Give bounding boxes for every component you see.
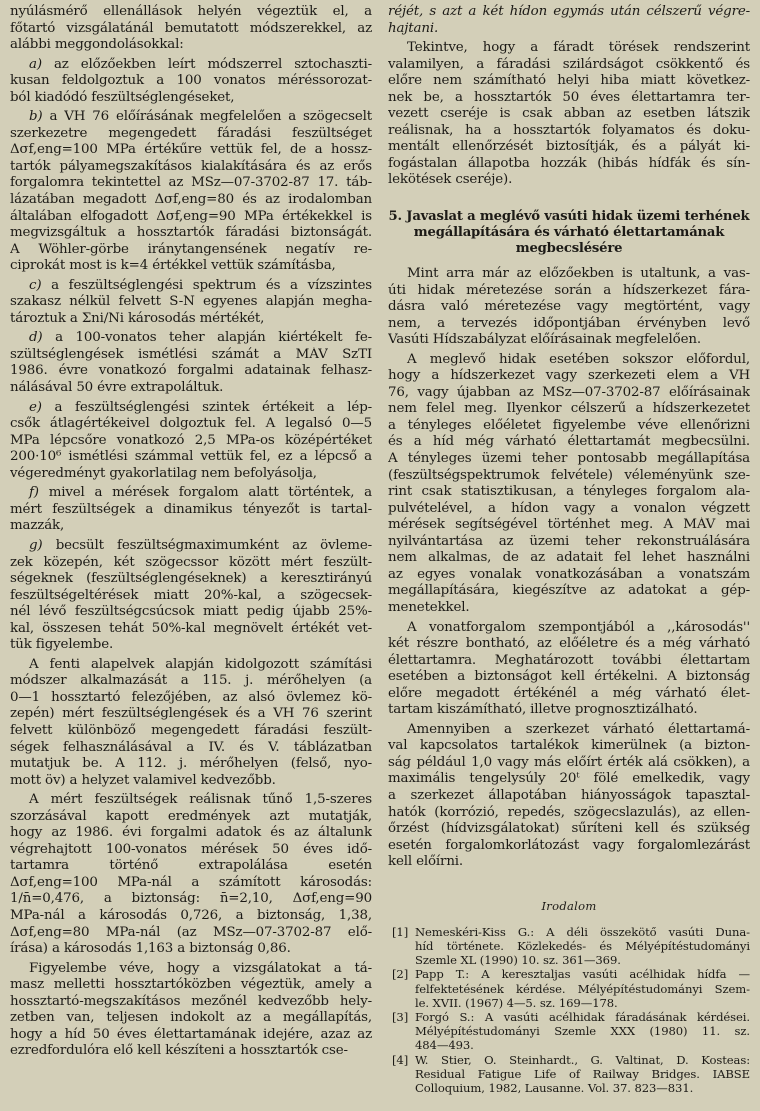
list-marker: e) [29, 399, 42, 415]
reference-first-line [392, 1010, 750, 1024]
text-line: MPa lépcsőre vonatkozó 2,5 MPa-os középértéket [10, 432, 372, 448]
list-marker: c) [29, 277, 42, 293]
text-line: c) a feszültséglengési spektrum és a vízszintes [29, 277, 372, 293]
text-line: nek be, a hossztartók 50 éves élettartamra ter- [388, 89, 750, 105]
reference-item [392, 1010, 750, 1053]
text-line: (feszültségspektrumok felvétele) véleményünk sze- [388, 467, 750, 483]
reference-text: W. Stier, O. Steinhardt., G. Valtinat, D. Kosteas: [415, 1052, 750, 1067]
text-line: mért feszültségek a dinamikus tényezőt is tartal- [10, 501, 372, 517]
text-line: A vonatforgalom szempontjából a ,,károsodás'' [407, 619, 750, 635]
text-line: megvizsgáltuk a hossztartók fáradási biztonságát. [10, 225, 372, 241]
text-line: reálisnak, ha a hossztartók folyamatos és doku- [388, 122, 750, 138]
text-line: előre nem számítható helyi hiba miatt következ- [388, 73, 750, 89]
text-line: élettartamra. Meghatározott további élettartam [388, 652, 750, 668]
paragraph [10, 400, 372, 483]
text-line: 200·10⁶ ismétlési számmal vettük fel, ez a lépcső a [10, 449, 372, 465]
text-line: réjét, s azt a két hídon egymás után célszerű végre- [388, 4, 750, 19]
text-line: megállapítására, kiegészítve az adatokat a gép- [388, 583, 750, 599]
section-heading-line: megbecslésére [515, 241, 623, 257]
text-line: hogy a hídszerkezet vagy szerkezeti elem a VH [388, 368, 750, 384]
text-line: tartam kiszámítható, illetve prognosztizálható. [388, 702, 698, 718]
paragraph [388, 722, 750, 871]
text-line: lázatában megadott Δσf,eng=80 és az irodalomban [10, 192, 372, 208]
text-line: szorzásával kapott eredmények azt mutatják, [10, 808, 372, 824]
text-line: a tényleges előéletet figyelembe véve ellenőrizni [388, 417, 750, 433]
text-line: mott öv) a helyzet valamivel kedvezőbb. [10, 772, 276, 788]
text-line: feszültségeltérések miatt 20%-kal, a szögecsek- [10, 587, 372, 603]
text-line: hogy az 1986. évi forgalmi adatok és az általunk [10, 825, 372, 841]
text-line: vezett cseréje is csak abban az esetben látszik [388, 106, 750, 122]
list-marker: f) [29, 485, 39, 501]
text-line: csők átlagértékeivel dolgoztuk fel. A legalsó 0—5 [10, 416, 372, 432]
text-line: zek közepén, két szögecssor között mért feszült- [10, 554, 372, 570]
text-line: maximális tengelysúly 20ᵗ fölé emelkedik, vagy [388, 771, 750, 787]
text-line: nyilvántartása az üzemi teher rekonstruálására [388, 533, 750, 549]
text-line: felvett különböző megengedett fáradási feszült- [10, 722, 372, 738]
text-line: főtartó vizsgálatánál bemutatott módszerekkel, az [10, 20, 372, 36]
text-line: ségeknek (feszültséglengéseknek) a keresztirányú [10, 571, 372, 587]
right-column [388, 4, 750, 1095]
text-line: ság például 1,0 vagy más előírt érték alá csökken), a [388, 754, 750, 770]
text-line: 1/n̄=0,476, a biztonság: n̄=2,10, Δσf,eng=90 [10, 891, 372, 907]
paragraph [388, 352, 750, 617]
text-line: Amennyiben a szerkezet várható élettartamá- [407, 721, 750, 737]
text-line: kal, összesen tehát 50%-kal megnövelt értékét vet- [10, 620, 372, 636]
left-column [10, 4, 372, 1063]
text-line: nél lévő feszültségcsúcsok miatt pedig újabb 25%- [10, 604, 372, 620]
reference-first-line [392, 967, 750, 981]
text-line: A tényleges üzemi teher pontosabb megállapítása [388, 451, 750, 467]
list-marker: g) [29, 537, 43, 553]
text-line: és a híd még várható élettartamát megbecsülni. [388, 434, 750, 450]
paragraph [10, 330, 372, 396]
text-line: e) a feszültséglengési szintek értékeit a lép- [29, 399, 372, 415]
paragraph [10, 109, 372, 274]
text-line: A fenti alapelvek alapján kidolgozott számítási [29, 656, 372, 672]
text-line: nem felel meg. Ilyenkor célszerű a hídszerkezetet [388, 401, 750, 417]
text-line: hajtani. [388, 20, 439, 36]
reference-text: Papp T.: A keresztaljas vasúti acélhidak hídfa — [415, 967, 750, 982]
text-line: kusan feldolgoztuk a 100 vonatos méréssorozat- [10, 73, 372, 89]
paragraph [388, 620, 750, 719]
text-line: esetén forgalomkorlátozást vagy forgalomlezárást [388, 837, 750, 853]
reference-number: [3] [392, 1009, 409, 1024]
text-line: az egyes vonalak vonatkozásában a vonatszám [388, 566, 750, 582]
reference-line: híd története. Közlekedés- és Mélyépítéstudományi [415, 938, 750, 953]
text-line: módszer alkalmazását a 115. j. mérőhelyen (a [10, 673, 372, 689]
text-line: A meglevő hidak esetében sokszor előfordul, [407, 351, 750, 367]
text-line: A mért feszültségek reálisnak tűnő 1,5-szeres [29, 792, 372, 808]
list-marker: d) [29, 330, 43, 346]
text-line: kell előírni. [388, 854, 464, 870]
paragraph [10, 278, 372, 328]
text-line: tároztuk a Σni/Ni károsodás mértékét, [10, 310, 265, 326]
text-line: Δσf,eng=100 MPa-nál a számított károsodás: [10, 874, 372, 890]
text-line: úti hidak méretezése során a hídszerkezet fára- [388, 282, 750, 298]
text-line: b) a VH 76 előírásának megfelelően a szögecselt [29, 109, 372, 125]
text-line: valamilyen, a fáradási szilárdságot csökkentő és [388, 56, 750, 72]
text-line: hogy a híd 50 éves élettartamának idejére, azaz az [10, 1026, 372, 1042]
text-line: dásra való méretezése vagy megtörtént, vagy [388, 299, 750, 315]
text-line: d) a 100-vonatos teher alapján kiértékelt fe- [29, 330, 372, 346]
list-marker: a) [29, 56, 42, 72]
text-line: szakasz nélkül felvett S-N egyenes alapján megha- [10, 294, 372, 310]
text-line: ségek felhasználásával a IV. és V. táblázatban [10, 739, 372, 755]
text-line: forgalomra tekintettel az MSz—07-3702-87 17. táb- [10, 175, 372, 191]
reference-text: Forgó S.: A vasúti acélhidak fáradásának kérdései. [415, 1009, 750, 1024]
reference-first-line [392, 1053, 750, 1067]
paragraph [388, 4, 750, 37]
paragraph [10, 961, 372, 1060]
references-list [388, 925, 750, 1095]
text-line: mazzák, [10, 518, 65, 534]
reference-line: 484—493. [415, 1038, 474, 1053]
text-line: mérések segítségével történhet meg. A MÁV mai [388, 517, 750, 533]
text-line: Δσf,eng=80 MPa-nál (az MSz—07-3702-87 elő- [10, 924, 372, 940]
text-line: szültséglengések ismétlési számát a MÁV SzTI [10, 346, 372, 362]
list-marker: b) [29, 109, 43, 125]
text-line: Mint arra már az előzőekben is utaltunk, a vas- [407, 266, 750, 282]
text-line: Figyelembe véve, hogy a vizsgálatokat a tá- [29, 960, 372, 976]
reference-line: le. XVII. (1967) 4—5. sz. 169—178. [415, 995, 618, 1010]
reference-number: [4] [392, 1052, 409, 1067]
text-line: Δσf,eng=100 MPa értékűre vettük fel, de a hossz- [10, 142, 372, 158]
text-line: zetben van, teljesen indokolt az a megállapítás, [10, 1010, 372, 1026]
reference-line: Residual Fatigue Life of Railway Bridges. IABSE [415, 1066, 750, 1081]
text-line: nyúlásmérő ellenállások helyén végeztük el, a [10, 4, 372, 19]
reference-item [392, 967, 750, 1010]
section-heading-line: 5. Javaslat a meglévő vasúti hidak üzemi terhének [388, 209, 750, 225]
reference-line: Colloquium, 1982, Lausanne. Vol. 37. 823—831. [415, 1080, 694, 1095]
reference-first-line [392, 925, 750, 939]
reference-line: Szemle XL (1990) 10. sz. 361—369. [415, 953, 621, 968]
text-line: 0—1 hossztartó felezőjében, az alsó övlemez kö- [10, 689, 372, 705]
text-line: f) mivel a mérések forgalom alatt történtek, a [29, 485, 372, 501]
text-line: MPa-nál a károsodás 0,726, a biztonság, 1,38, [10, 907, 372, 923]
text-line: masz melletti hossztartóközben végeztük, amely a [10, 977, 372, 993]
reference-item [392, 925, 750, 968]
text-line: nem, a tervezés időpontjában érvényben levő [388, 315, 750, 331]
text-line: lekötések cseréje). [388, 172, 513, 188]
paragraph [388, 40, 750, 189]
text-line: Vasúti Hídszabályzat előírásainak megfelelően. [388, 332, 701, 348]
text-line: végrehajtott 100-vonatos mérések 50 éves idő- [10, 841, 372, 857]
text-line: zepén) mért feszültséglengések és a VH 76 szerint [10, 706, 372, 722]
text-line: a) az előzőekben leírt módszerrel sztochaszti- [29, 56, 372, 72]
text-line: mentált ellenőrzését biztosítják, és a pályát ki- [388, 139, 750, 155]
text-line: ezredfordulóra elő kell készíteni a hossztartók cse- [10, 1043, 348, 1059]
paragraph [10, 792, 372, 957]
text-line: ból kiadódó feszültséglengéseket, [10, 89, 235, 105]
paragraph [10, 485, 372, 535]
text-line: 76, vagy újabban az MSz—07-3702-87 előírásainak [388, 384, 750, 400]
text-line: ciprokát most is k=4 értékkel vettük számításba, [10, 258, 336, 274]
reference-item [392, 1053, 750, 1096]
references-title: Irodalom [541, 898, 597, 913]
text-line: 1986. évre vonatkozó forgalmi adatainak felhasz- [10, 363, 372, 379]
text-line: Tekintve, hogy a fáradt törések rendszerint [407, 40, 750, 56]
text-line: előre megadott értékénél a még várható élet- [388, 685, 750, 701]
paragraph [10, 538, 372, 654]
text-line: nem alkalmas, de az adatait fel lehet használni [388, 550, 750, 566]
section-heading-line: megállapítására és várható élettartamának [413, 225, 725, 241]
text-line: tartamra történő extrapolálása esetén [10, 858, 372, 874]
section-heading [388, 209, 750, 257]
text-line: mutatjuk be. A 112. j. mérőhelyen (felső, nyo- [10, 756, 372, 772]
reference-number: [1] [392, 924, 409, 939]
text-line: végeredményt gyakorlatilag nem befolyásolja, [10, 465, 317, 481]
text-line: tartók pályamegszakításos kialakítására és az erős [10, 158, 372, 174]
text-line: menetekkel. [388, 599, 470, 615]
paragraph [10, 657, 372, 789]
right-column-body [388, 266, 750, 871]
text-line: val kapcsolatos tartalékok kimerülnek (a bizton- [388, 738, 750, 754]
text-line: nálásával 50 évre extrapoláltuk. [10, 380, 224, 396]
text-line: általában elfogadott Δσf,eng=90 MPa értékekkel is [10, 208, 372, 224]
text-line: fogástalan állapotba hozzák (hibás hídfák és sín- [388, 155, 750, 171]
text-line: pulvételével, a hídon vagy a vonalon végzett [388, 500, 750, 516]
text-line: szerkezetre megengedett fáradási feszültséget [10, 125, 372, 141]
text-line: a szerkezet állapotában hiányosságok tapasztal- [388, 787, 750, 803]
right-column-intro [388, 4, 750, 189]
text-line: alábbi meggondolásokkal: [10, 37, 184, 53]
text-line: őrzést (hídvizsgálatokat) sűríteni kell és szükség [388, 821, 750, 837]
paragraph [10, 57, 372, 107]
reference-line: Mélyépítéstudományi Szemle XXX (1980) 11. sz. [415, 1024, 750, 1039]
paragraph [10, 4, 372, 54]
reference-line: felfektetésének kérdése. Mélyépítéstudományi Szem- [415, 981, 750, 996]
text-line: rint csak statisztikusan, a tényleges forgalom ala- [388, 484, 750, 500]
paragraph [388, 266, 750, 349]
text-line: hatók (korrózió, repedés, szögecslazulás), az ellen- [388, 804, 750, 820]
text-line: írása) a károsodás 1,163 a biztonság 0,86. [10, 941, 291, 957]
text-line: két részre bontható, az előéletre és a még várható [388, 636, 750, 652]
text-line: g) becsült feszültségmaximumként az övleme- [29, 537, 372, 553]
text-line: tük figyelembe. [10, 637, 114, 653]
text-line: esetében a biztonságot kell értékelni. A biztonság [388, 669, 750, 685]
reference-text: Nemeskéri-Kiss G.: A déli összekötő vasúti Duna- [415, 924, 750, 939]
text-line: hossztartó-megszakításos mezőnél kedvezőbb hely- [10, 993, 372, 1009]
reference-number: [2] [392, 967, 409, 982]
text-line: A Wöhler-görbe iránytangensének negatív re- [10, 241, 372, 257]
